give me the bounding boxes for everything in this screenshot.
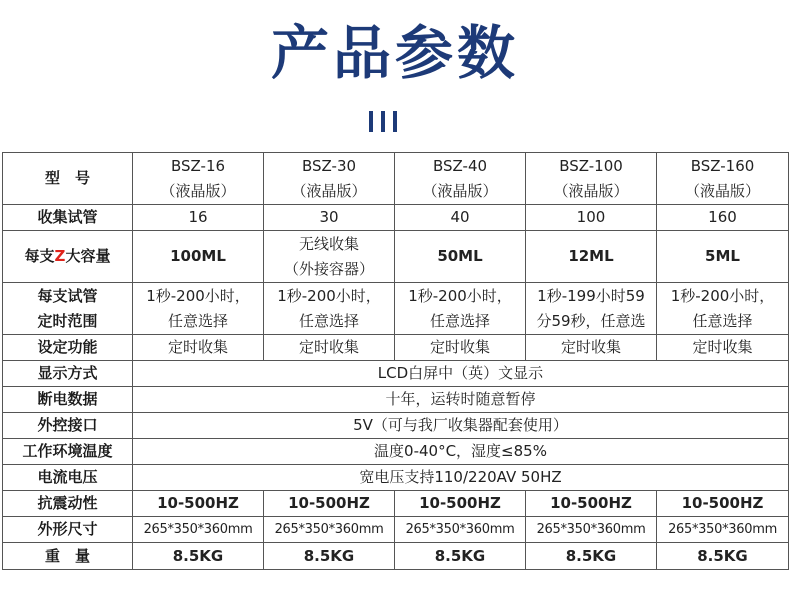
table-cell: 10-500HZ [133, 491, 264, 517]
table-cell: 100 [526, 205, 657, 231]
cell-line: 1秒-200小时， [670, 286, 775, 305]
model-cell [657, 153, 789, 205]
label-emphasis: Z [54, 247, 66, 265]
row-label: 外控接口 [3, 413, 133, 439]
table-cell: 8.5KG [526, 543, 657, 570]
label-part: 大容量 [65, 247, 111, 265]
model-name: BSZ-100 [559, 156, 623, 175]
table-row [3, 413, 789, 439]
spec-table [2, 152, 789, 570]
cell-line: （外接容器） [283, 259, 374, 278]
model-name: BSZ-40 [432, 156, 488, 175]
table-cell: 16 [133, 205, 264, 231]
table-cell: 10-500HZ [657, 491, 789, 517]
table-row [3, 465, 789, 491]
table-cell: 定时收集 [395, 335, 526, 361]
row-label: 重 量 [3, 543, 133, 570]
cell-line: 无线收集 [298, 234, 359, 253]
cell-line: 1秒-200小时， [277, 286, 381, 305]
table-cell: 十年，运转时随意暂停 [133, 387, 789, 413]
table-cell: 8.5KG [657, 543, 789, 570]
model-sub: （液晶版） [422, 181, 498, 200]
cell-line: 1秒-200小时， [146, 286, 250, 305]
row-label: 外形尺寸 [3, 517, 133, 543]
table-cell: 160 [657, 205, 789, 231]
row-label: 收集试管 [3, 205, 133, 231]
table-cell: 定时收集 [657, 335, 789, 361]
table-row [3, 231, 789, 283]
cell-line: 1秒-200小时， [408, 286, 512, 305]
table-cell [133, 283, 264, 335]
model-name: BSZ-160 [690, 156, 755, 175]
label-part: 每支 [24, 247, 55, 265]
row-label: 显示方式 [3, 361, 133, 387]
model-cell [264, 153, 395, 205]
table-cell: 265*350*360mm [264, 517, 395, 543]
cell-line: 分59秒，任意选 [536, 311, 646, 330]
model-name: BSZ-30 [301, 156, 357, 175]
cell-line: 定时范围 [37, 311, 98, 330]
cell-line: 任意选择 [692, 311, 753, 330]
table-row [3, 543, 789, 570]
table-cell: 10-500HZ [395, 491, 526, 517]
table-cell: 定时收集 [526, 335, 657, 361]
table-cell: 10-500HZ [264, 491, 395, 517]
table-row [3, 335, 789, 361]
table-cell: 265*350*360mm [657, 517, 789, 543]
table-cell: 265*350*360mm [395, 517, 526, 543]
cell-line: 1秒-199小时59 [537, 286, 645, 305]
table-cell [264, 231, 395, 283]
model-name: BSZ-16 [170, 156, 226, 175]
model-cell [526, 153, 657, 205]
row-label [3, 283, 133, 335]
row-label: 工作环境温度 [3, 439, 133, 465]
table-cell: 定时收集 [133, 335, 264, 361]
cell-line: 任意选择 [298, 311, 359, 330]
table-cell: 265*350*360mm [526, 517, 657, 543]
model-sub: （液晶版） [160, 181, 236, 200]
table-row [3, 205, 789, 231]
table-row [3, 491, 789, 517]
page-title: 产品参数 [270, 19, 519, 87]
model-sub: （液晶版） [684, 181, 760, 200]
model-cell [133, 153, 264, 205]
table-cell: 5V（可与我厂收集器配套使用） [133, 413, 789, 439]
table-cell: 8.5KG [395, 543, 526, 570]
table-cell: 5ML [657, 231, 789, 283]
model-header: 型 号 [3, 153, 133, 205]
table-row [3, 517, 789, 543]
model-sub: （液晶版） [553, 181, 629, 200]
table-cell: 50ML [395, 231, 526, 283]
table-cell: 温度0-40°C，湿度≤85% [133, 439, 789, 465]
table-cell [657, 283, 789, 335]
table-cell: 40 [395, 205, 526, 231]
row-label: 电流电压 [3, 465, 133, 491]
table-cell [526, 283, 657, 335]
table-cell: LCD白屏中（英）文显示 [133, 361, 789, 387]
table-cell: 10-500HZ [526, 491, 657, 517]
header-row [3, 153, 789, 205]
model-sub: （液晶版） [291, 181, 367, 200]
row-label: 设定功能 [3, 335, 133, 361]
table-row [3, 387, 789, 413]
table-cell: 100ML [133, 231, 264, 283]
table-row [3, 361, 789, 387]
cell-line: 每支试管 [37, 286, 98, 305]
table-cell: 30 [264, 205, 395, 231]
table-cell: 定时收集 [264, 335, 395, 361]
table-row [3, 283, 789, 335]
row-label [3, 231, 133, 283]
table-cell: 宽电压支持110/220AV 50HZ [133, 465, 789, 491]
table-cell: 8.5KG [133, 543, 264, 570]
title-divider-icon [365, 111, 401, 133]
row-label: 断电数据 [3, 387, 133, 413]
table-cell: 12ML [526, 231, 657, 283]
model-cell [395, 153, 526, 205]
table-cell [395, 283, 526, 335]
cell-line: 任意选择 [167, 311, 228, 330]
table-cell: 8.5KG [264, 543, 395, 570]
table-row [3, 439, 789, 465]
table-cell: 265*350*360mm [133, 517, 264, 543]
cell-line: 任意选择 [429, 311, 490, 330]
table-cell [264, 283, 395, 335]
row-label: 抗震动性 [3, 491, 133, 517]
